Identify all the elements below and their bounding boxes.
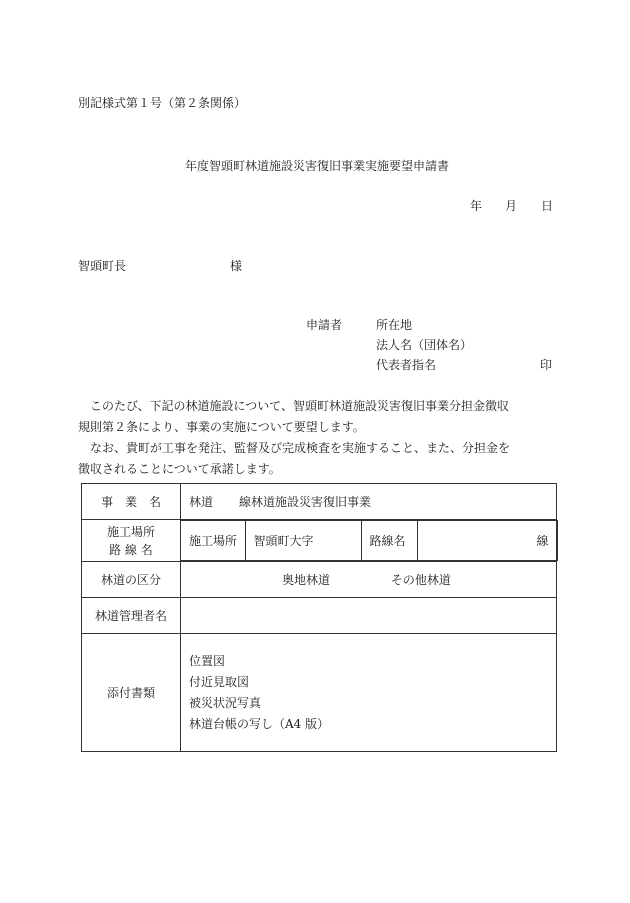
attachments-label: 添付書類	[82, 634, 181, 752]
route-suffix: 線	[417, 521, 557, 561]
road-manager-label: 林道管理者名	[82, 598, 181, 634]
application-table	[81, 483, 557, 752]
seal-mark: 印	[540, 358, 553, 372]
row-road-category	[82, 562, 557, 598]
applicant-address-label: 所在地	[376, 318, 413, 332]
road-category-option1: 奥地林道	[282, 573, 331, 587]
attachment-item: 林道台帳の写し（A4 版）	[189, 716, 330, 731]
project-name-suffix: 線林道施設災害復旧事業	[239, 495, 372, 509]
row-attachments	[82, 634, 557, 752]
attachments-list	[181, 634, 557, 752]
date-year: 年	[470, 199, 483, 213]
road-category-option2: その他林道	[390, 573, 451, 587]
body-p1-line1: このたび、下記の林道施設について、智頭町林道施設災害復旧事業分担金徴収	[90, 399, 510, 413]
attachment-item: 被災状況写真	[189, 695, 262, 710]
addressee-honorific: 様	[230, 259, 243, 273]
route-label: 路線名	[361, 521, 417, 561]
site-route-label-line1: 施工場所	[106, 524, 155, 539]
row-project-name	[82, 484, 557, 520]
row-road-manager	[82, 598, 557, 634]
body-p2-line2: 徴収されることについて承諾します。	[78, 462, 281, 476]
site-label: 施工場所	[181, 521, 245, 561]
addressee-name: 智頭町長	[78, 259, 127, 273]
project-name-label: 事 業 名	[82, 484, 181, 520]
attachment-item: 付近見取図	[189, 674, 250, 689]
form-id: 別記様式第１号（第２条関係）	[78, 96, 247, 110]
road-manager-value	[181, 598, 557, 634]
document-title: 年度智頭町林道施設災害復旧事業実施要望申請書	[185, 159, 450, 173]
applicant-label: 申請者	[306, 318, 343, 332]
date-day: 日	[541, 199, 554, 213]
project-name-value	[181, 484, 557, 520]
date-month: 月	[505, 199, 518, 213]
site-route-cell	[181, 520, 557, 562]
site-route-label-line2: 路 線 名	[109, 542, 153, 557]
project-name-prefix: 林道	[189, 495, 214, 509]
site-route-inner	[181, 520, 558, 561]
body-paragraphs	[78, 396, 548, 480]
attachment-item: 位置図	[189, 653, 226, 668]
body-p1-line2: 規則第２条により、事業の実施について要望します。	[78, 420, 365, 434]
road-category-value	[181, 562, 557, 598]
applicant-corp-label: 法人名（団体名）	[376, 338, 473, 352]
body-p2-line1: なお、貴町が工事を発注、監督及び完成検査を実施すること、また、分担金を	[90, 441, 511, 455]
road-category-label: 林道の区分	[82, 562, 181, 598]
site-route-label	[82, 520, 181, 562]
applicant-rep-label: 代表者指名	[376, 358, 437, 372]
row-site-route	[82, 520, 557, 562]
site-value: 智頭町大字	[245, 521, 361, 561]
